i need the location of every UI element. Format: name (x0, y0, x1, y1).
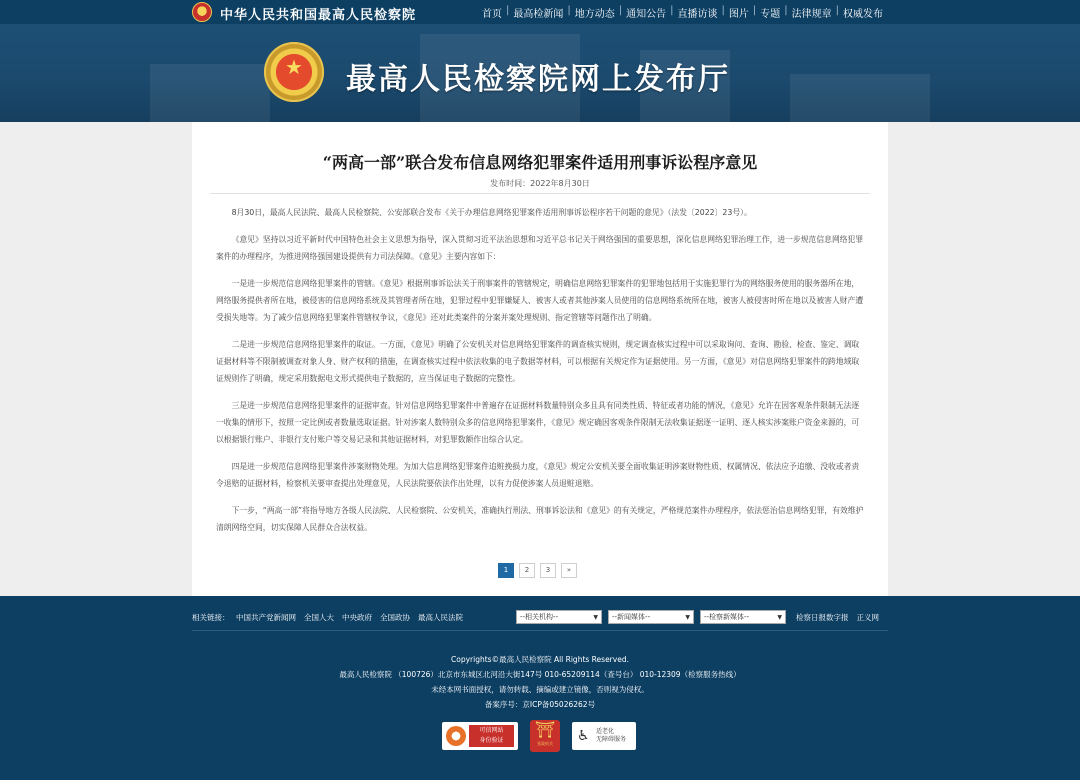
page-2-button[interactable]: 2 (519, 563, 535, 578)
nav-pictures[interactable]: 图片 (728, 9, 749, 20)
banner-title: 最高人民检察院网上发布厅 (346, 62, 730, 97)
nav-laws[interactable]: 法律规章 (791, 9, 832, 20)
badge-line: 适老化 (596, 728, 615, 735)
select-value: --新闻媒体-- (612, 613, 651, 621)
footer-info (0, 652, 1080, 712)
nav-official-release[interactable]: 权威发布 (843, 9, 883, 20)
star-icon: ★ (285, 55, 303, 79)
article-title: “两高一部”联合发布信息网络犯罪案件适用刑事诉讼程序意见 (322, 153, 758, 172)
link-procuratorate-daily[interactable]: 检察日报数字报 (796, 613, 849, 622)
link-supreme-court[interactable]: 最高人民法院 (418, 613, 463, 622)
nav-separator: | (567, 5, 571, 16)
news-media-select[interactable] (608, 610, 694, 624)
page-3-button[interactable]: 3 (540, 563, 556, 578)
address: 最高人民检察院 （100726）北京市东城区北河沿大街147号 010-65209114（查号台） 010-12309（检察服务热线） (339, 670, 741, 679)
badge-line: 可信网站 (479, 727, 504, 734)
article-paragraph: 一是进一步规范信息网络犯罪案件的管辖。《意见》根据刑事诉讼法关于刑事案件的管辖规定，明确信息网络犯罪案件的犯罪地包括用于实施犯罪行为的网络服务使用的服务器所在地，网络服务提供者所在地，被侵害的信息网络系统及其管理者所在地，犯罪过程中犯罪嫌疑人、被害人或者其他涉案人员使用的信息网络系统所在地，被害人被侵害时所在地以及被害人财产遭受损失地等。为了减少信息网络犯罪案件管辖权争议，《意见》还对此类案件的分案并案处理规则、指定管辖等问题作出了明确。 (216, 279, 864, 322)
banner-building-shape (150, 64, 270, 122)
chevron-down-icon: ▼ (685, 614, 690, 621)
related-links (236, 612, 463, 623)
nav-home[interactable]: 首页 (482, 9, 502, 20)
link-zhengyi-net[interactable]: 正义网 (856, 613, 879, 622)
procuratorate-emblem-icon[interactable] (192, 2, 212, 22)
pagination (498, 563, 577, 578)
nav-notices[interactable]: 通知公告 (626, 9, 667, 20)
icp-number[interactable]: 备案序号：京ICP备05026262号 (484, 700, 596, 709)
article-paragraph: 四是进一步规范信息网络犯罪案件涉案财物处理。为加大信息网络犯罪案件追赃挽损力度，《意见》规定公安机关要全面收集证明涉案财物性质、权属情况、依法应予追缴、没收或者责令退赔的证据材料，检察机关要审查提出处理意见，人民法院要依法作出处理，以有力促使涉案人员退赃退赔。 (216, 462, 860, 488)
badge-line: 无障碍服务 (596, 736, 627, 743)
link-cppcc[interactable]: 全国政协 (380, 613, 410, 622)
nav-separator: | (506, 5, 510, 16)
nav-separator: | (670, 5, 674, 16)
article-paragraph: 下一步，“两高一部”将指导地方各级人民法院、人民检察院、公安机关，准确执行刑法、刑事诉讼法和《意见》的有关规定，严格规范案件办理程序，依法惩治信息网络犯罪，有效维护清朗网络空间，切实保障人民群众合法权益。 (216, 506, 864, 532)
credible-website-text (469, 725, 514, 747)
nav-separator: | (721, 5, 725, 16)
credible-website-badge[interactable] (442, 722, 518, 750)
article-body (216, 204, 864, 546)
article-paragraph: 二是进一步规范信息网络犯罪案件的取证。一方面，《意见》明确了公安机关对信息网络犯罪案件的调查核实规则，规定调查核实过程中可以采取询问、查询、勘验、检查、鉴定、调取证据材料等不限制被调查对象人身、财产权利的措施，在调查核实过程中依法收集的电子数据等材料，可以根据有关规定作为证据使用。另一方面，《意见》对信息网络犯罪案件的跨地域取证规则作了明确，规定采用数据电文形式提供电子数据的，应当保证电子数据的完整性。 (216, 340, 860, 383)
nav-separator: | (752, 5, 757, 16)
link-central-gov[interactable]: 中央政府 (342, 613, 372, 622)
accessibility-text (596, 728, 626, 744)
party-gov-agency-badge[interactable] (530, 720, 560, 752)
footer (0, 596, 1080, 780)
nav-live-interviews[interactable]: 直播访谈 (677, 9, 718, 20)
select-value: --检察新媒体-- (704, 613, 750, 621)
nav-topics[interactable]: 专题 (760, 9, 781, 20)
article-paragraph: 《意见》坚持以习近平新时代中国特色社会主义思想为指导，深入贯彻习近平法治思想和习近平总书记关于网络强国的重要思想，深化信息网络犯罪治理工作，进一步规范信息网络犯罪案件的办理程序，为推进网络强国建设提供有力司法保障。《意见》主要内容如下： (216, 235, 864, 261)
procuratorate-new-media-select[interactable] (700, 610, 786, 624)
chevron-down-icon: ▼ (777, 614, 782, 621)
nav-separator: | (835, 5, 839, 16)
nav-local-news[interactable]: 地方动态 (574, 9, 615, 20)
banner (0, 24, 1080, 122)
credible-website-icon (446, 726, 466, 746)
site-name[interactable]: 中华人民共和国最高人民检察院 (220, 8, 417, 23)
divider (210, 193, 870, 194)
nav-spp-news[interactable]: 最高检新闻 (513, 9, 564, 20)
publish-date: 发布时间：2022年8月30日 (490, 179, 590, 188)
badge-line: 身份验证 (479, 737, 504, 744)
link-cpc-news[interactable]: 中国共产党新闻网 (236, 613, 296, 622)
related-links-label: 相关链接： (192, 613, 230, 622)
next-page-button[interactable]: » (561, 563, 577, 578)
related-links-right (796, 612, 879, 623)
chevron-down-icon: ▼ (593, 614, 598, 621)
badge-line: 党政机关 (537, 741, 553, 746)
related-links-row (192, 610, 888, 626)
gov-agency-icon: ⛩ (534, 720, 556, 739)
divider (192, 630, 888, 631)
page-1-button[interactable]: 1 (498, 563, 514, 578)
related-agencies-select[interactable] (516, 610, 602, 624)
link-npc[interactable]: 全国人大 (304, 613, 334, 622)
nav-separator: | (618, 5, 623, 16)
article-paragraph: 三是进一步规范信息网络犯罪案件的证据审查。针对信息网络犯罪案件中普遍存在证据材料数量特别众多且具有同类性质、特征或者功能的情况，《意见》允许在因客观条件限制无法逐一收集的情形下，按照一定比例或者数量选取证据。针对涉案人数特别众多的信息网络犯罪案件，《意见》规定确因客观条件限制无法收集证据逐一证明、逐人核实涉案账户资金来源的，可以根据银行账户、非银行支付账户等交易记录和其他证据材料，对犯罪数额作出综合认定。 (216, 401, 860, 444)
copyright-notice: 未经本网书面授权，请勿转载、摘编或建立镜像，否则视为侵权。 (431, 685, 649, 694)
wheelchair-icon: ♿ (577, 728, 590, 744)
footer-badges (442, 720, 636, 752)
copyright: Copyrights©最高人民检察院 All Rights Reserved. (451, 655, 629, 664)
article-card (192, 122, 888, 596)
accessibility-badge[interactable] (572, 722, 636, 750)
article-paragraph: 8月30日，最高人民法院、最高人民检察院、公安部联合发布《关于办理信息网络犯罪案件适用刑事诉讼程序若干问题的意见》（法发〔2022〕23号）。 (231, 208, 752, 217)
nav-separator: | (784, 5, 788, 16)
select-value: --相关机构-- (520, 613, 559, 621)
banner-building-shape (790, 74, 930, 122)
procuratorate-emblem-icon (264, 42, 324, 102)
main-nav (478, 5, 887, 20)
top-navigation-bar (0, 0, 1080, 24)
